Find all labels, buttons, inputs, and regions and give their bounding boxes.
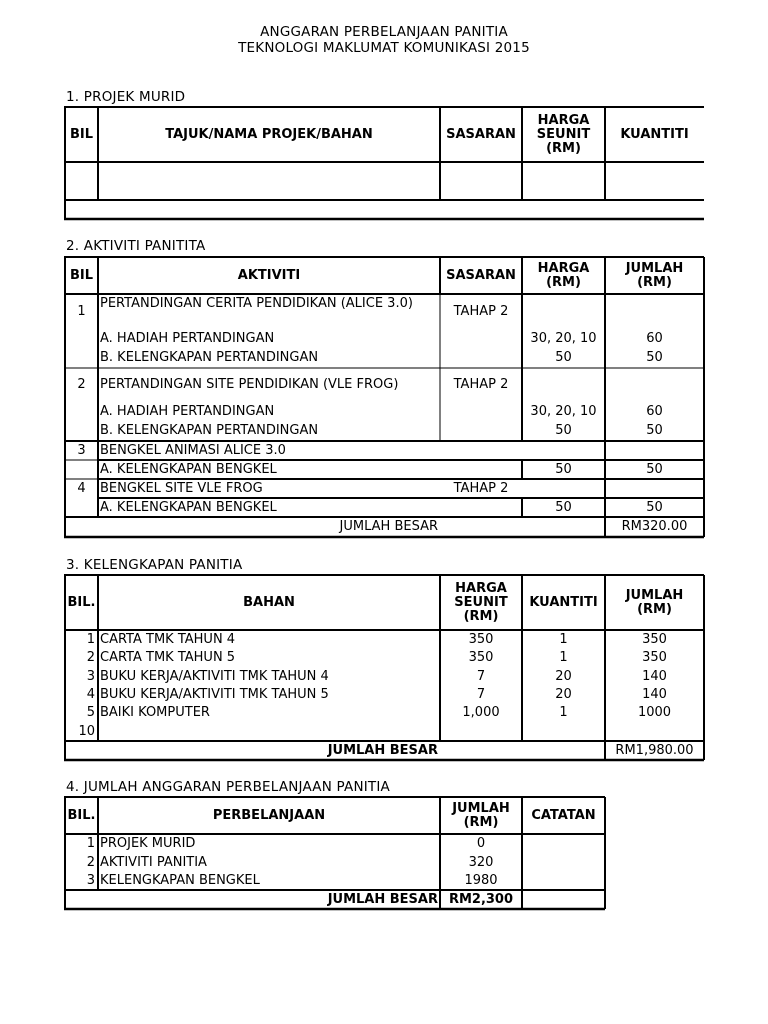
sec3-row-bil: 4 bbox=[86, 686, 95, 702]
sec2-row-aktiviti: A. KELENGKAPAN BENGKEL bbox=[100, 500, 277, 515]
sec2-header-jumlah: JUMLAH (RM) bbox=[625, 260, 684, 290]
sec2-row-bil bbox=[65, 330, 98, 348]
sec3-header-bahan: BAHAN bbox=[243, 595, 295, 610]
sec3-row-bahan: CARTA TMK TAHUN 5 bbox=[100, 650, 236, 666]
sec1-header-tajuk: TAJUK/NAMA PROJEK/BAHAN bbox=[165, 127, 373, 142]
sec2-header-aktiviti: AKTIVITI bbox=[237, 268, 301, 283]
sec3-total-value: RM1,980.00 bbox=[615, 743, 694, 758]
sec2-row-harga bbox=[522, 442, 605, 460]
sec1-header-kuantiti: KUANTITI bbox=[620, 127, 689, 142]
sec2-row-jumlah: 60 bbox=[646, 331, 663, 346]
sec2-row-jumlah: 50 bbox=[646, 462, 663, 477]
sec4-row-bil: 2 bbox=[86, 854, 95, 870]
document-subtitle: TEKNOLOGI MAKLUMAT KOMUNIKASI 2015 bbox=[238, 40, 530, 56]
sec2-row-bil: 3 bbox=[77, 443, 86, 458]
sec4-row-item: AKTIVITI PANITIA bbox=[100, 854, 207, 870]
sec3-row-bahan: BUKU KERJA/AKTIVITI TMK TAHUN 4 bbox=[100, 668, 329, 684]
sec2-row-jumlah bbox=[605, 442, 704, 460]
sec3-row-kuantiti: 1 bbox=[559, 705, 568, 721]
sec2-row-jumlah: 50 bbox=[646, 423, 663, 438]
sec2-row-harga: 30, 20, 10 bbox=[530, 404, 597, 419]
sec2-row-jumlah bbox=[605, 480, 704, 498]
sec2-row-aktiviti: B. KELENGKAPAN PERTANDINGAN bbox=[100, 350, 319, 365]
sec2-row-bil bbox=[65, 499, 98, 517]
sec2-row-aktiviti: BENGKEL SITE VLE FROG bbox=[100, 481, 263, 496]
sec2-row-bil bbox=[65, 461, 98, 479]
sec3-row-bil: 1 bbox=[86, 632, 95, 647]
sec4-row-jumlah: 1980 bbox=[464, 873, 498, 888]
sec4-header-jumlah: JUMLAH (RM) bbox=[452, 800, 510, 830]
sec1-header-sasaran: SASARAN bbox=[446, 127, 516, 142]
sec2-total-label: JUMLAH BESAR bbox=[339, 519, 438, 534]
sec2-row-harga: 50 bbox=[555, 500, 572, 515]
sec2-header-sasaran: SASARAN bbox=[446, 268, 516, 283]
sec2-row-harga: 30, 20, 10 bbox=[530, 331, 597, 346]
sec3-row-kuantiti: 1 bbox=[559, 650, 568, 666]
sec3-row-kuantiti: 20 bbox=[555, 668, 572, 684]
sec2-row-bil bbox=[65, 422, 98, 440]
sec3-row-jumlah bbox=[605, 723, 704, 741]
sec2-row-sasaran bbox=[440, 499, 522, 517]
sec2-row-sasaran bbox=[440, 330, 522, 348]
section-1-heading: 1. PROJEK MURID bbox=[66, 89, 186, 105]
sec2-row-sasaran: TAHAP 2 bbox=[453, 377, 509, 392]
sec2-row-bil: 4 bbox=[77, 481, 86, 496]
sec2-row-harga: 50 bbox=[555, 350, 572, 365]
sec2-row-bil: 2 bbox=[77, 377, 86, 392]
sec3-row-kuantiti bbox=[522, 723, 605, 741]
sec2-row-harga: 50 bbox=[555, 423, 572, 438]
sec2-row-jumlah bbox=[605, 296, 704, 328]
sec3-row-jumlah: 350 bbox=[642, 632, 667, 647]
sec2-row-sasaran bbox=[440, 422, 522, 440]
sec3-header-bil: BIL. bbox=[67, 595, 96, 610]
sec2-row-harga: 50 bbox=[555, 462, 572, 477]
section-4-heading: 4. JUMLAH ANGGARAN PERBELANJAAN PANITIA bbox=[66, 779, 390, 795]
sec3-row-harga: 1,000 bbox=[462, 705, 500, 721]
sec3-row-kuantiti: 20 bbox=[555, 686, 572, 702]
sec2-row-bil bbox=[65, 403, 98, 421]
sec2-row-aktiviti: PERTANDINGAN CERITA PENDIDIKAN (ALICE 3.0) bbox=[100, 296, 413, 311]
sec3-row-jumlah: 1000 bbox=[637, 705, 672, 721]
section-2-heading: 2. AKTIVITI PANITITA bbox=[66, 238, 206, 254]
sec4-header-perbelanjaan: PERBELANJAAN bbox=[212, 808, 326, 823]
section-3-heading: 3. KELENGKAPAN PANITIA bbox=[66, 557, 243, 573]
sec3-row-harga: 7 bbox=[476, 686, 486, 702]
sec3-row-bil: 3 bbox=[86, 668, 95, 684]
sec4-header-catatan: CATATAN bbox=[531, 808, 596, 823]
sec2-row-aktiviti: A. HADIAH PERTANDINGAN bbox=[100, 331, 275, 346]
sec3-row-jumlah: 140 bbox=[642, 686, 667, 702]
sec3-row-bahan: CARTA TMK TAHUN 4 bbox=[100, 632, 236, 647]
sec3-row-jumlah: 350 bbox=[642, 650, 667, 666]
sec2-row-aktiviti: B. KELENGKAPAN PERTANDINGAN bbox=[100, 423, 319, 438]
sec4-row-item: KELENGKAPAN BENGKEL bbox=[100, 873, 260, 888]
sec2-row-sasaran bbox=[440, 403, 522, 421]
sec1-header-bil: BIL bbox=[69, 127, 94, 142]
sec3-header-harga: HARGA SEUNIT (RM) bbox=[454, 580, 508, 624]
sec3-row-bahan: BUKU KERJA/AKTIVITI TMK TAHUN 5 bbox=[100, 686, 329, 702]
sec2-row-harga bbox=[522, 480, 605, 498]
sec2-row-sasaran bbox=[440, 349, 522, 367]
sec3-row-kuantiti: 1 bbox=[559, 632, 568, 647]
sec2-total-value: RM320.00 bbox=[621, 519, 688, 534]
sec3-row-harga: 7 bbox=[476, 668, 486, 684]
sec2-row-jumlah: 50 bbox=[646, 500, 663, 515]
sec2-row-bil: 1 bbox=[77, 304, 86, 319]
sec1-header-harga: HARGA SEUNIT (RM) bbox=[536, 112, 591, 156]
sec4-header-bil: BIL. bbox=[67, 808, 96, 823]
sec4-row-bil: 1 bbox=[86, 836, 95, 851]
sec2-row-aktiviti: A. HADIAH PERTANDINGAN bbox=[100, 404, 275, 419]
sec2-row-aktiviti: BENGKEL ANIMASI ALICE 3.0 bbox=[100, 443, 286, 458]
sec2-row-harga bbox=[522, 296, 605, 328]
sec2-header-harga: HARGA (RM) bbox=[537, 260, 590, 290]
sec3-row-harga bbox=[440, 723, 522, 741]
sec2-row-sasaran bbox=[440, 442, 522, 460]
sec3-row-harga: 350 bbox=[468, 632, 494, 647]
sec3-row-bil: 5 bbox=[86, 705, 95, 721]
sec3-row-bil: 10 bbox=[78, 723, 95, 739]
sec2-row-aktiviti: A. KELENGKAPAN BENGKEL bbox=[100, 462, 277, 477]
sec2-row-jumlah: 60 bbox=[646, 404, 663, 419]
sec3-header-kuantiti: KUANTITI bbox=[529, 595, 598, 610]
sec2-row-harga bbox=[522, 371, 605, 399]
sec2-row-sasaran: TAHAP 2 bbox=[453, 481, 509, 496]
sec4-row-bil: 3 bbox=[86, 873, 95, 888]
sec2-row-aktiviti: PERTANDINGAN SITE PENDIDIKAN (VLE FROG) bbox=[100, 377, 399, 392]
sec3-total-label: JUMLAH BESAR bbox=[327, 743, 438, 758]
sec2-row-jumlah bbox=[605, 371, 704, 399]
sec3-row-bahan bbox=[100, 723, 438, 741]
sec2-row-jumlah: 50 bbox=[646, 350, 663, 365]
sec4-row-jumlah: 320 bbox=[468, 854, 494, 870]
sec2-row-bil bbox=[65, 349, 98, 367]
document-title: ANGGARAN PERBELANJAAN PANITIA bbox=[260, 24, 508, 40]
sec2-row-sasaran: TAHAP 2 bbox=[453, 304, 509, 319]
sec3-header-jumlah: JUMLAH (RM) bbox=[625, 587, 684, 617]
sec4-row-jumlah: 0 bbox=[476, 836, 486, 851]
sec4-row-item: PROJEK MURID bbox=[100, 836, 196, 851]
sec2-row-sasaran bbox=[440, 461, 522, 479]
sec2-header-bil: BIL bbox=[69, 268, 94, 283]
sec3-row-jumlah: 140 bbox=[642, 668, 667, 684]
sec3-row-harga: 350 bbox=[468, 650, 494, 666]
sec3-row-bahan: BAIKI KOMPUTER bbox=[100, 705, 210, 721]
sec4-total-label: JUMLAH BESAR bbox=[327, 892, 438, 907]
sec3-row-bil: 2 bbox=[86, 650, 95, 666]
sec4-total-value: RM2,300 bbox=[448, 892, 514, 907]
